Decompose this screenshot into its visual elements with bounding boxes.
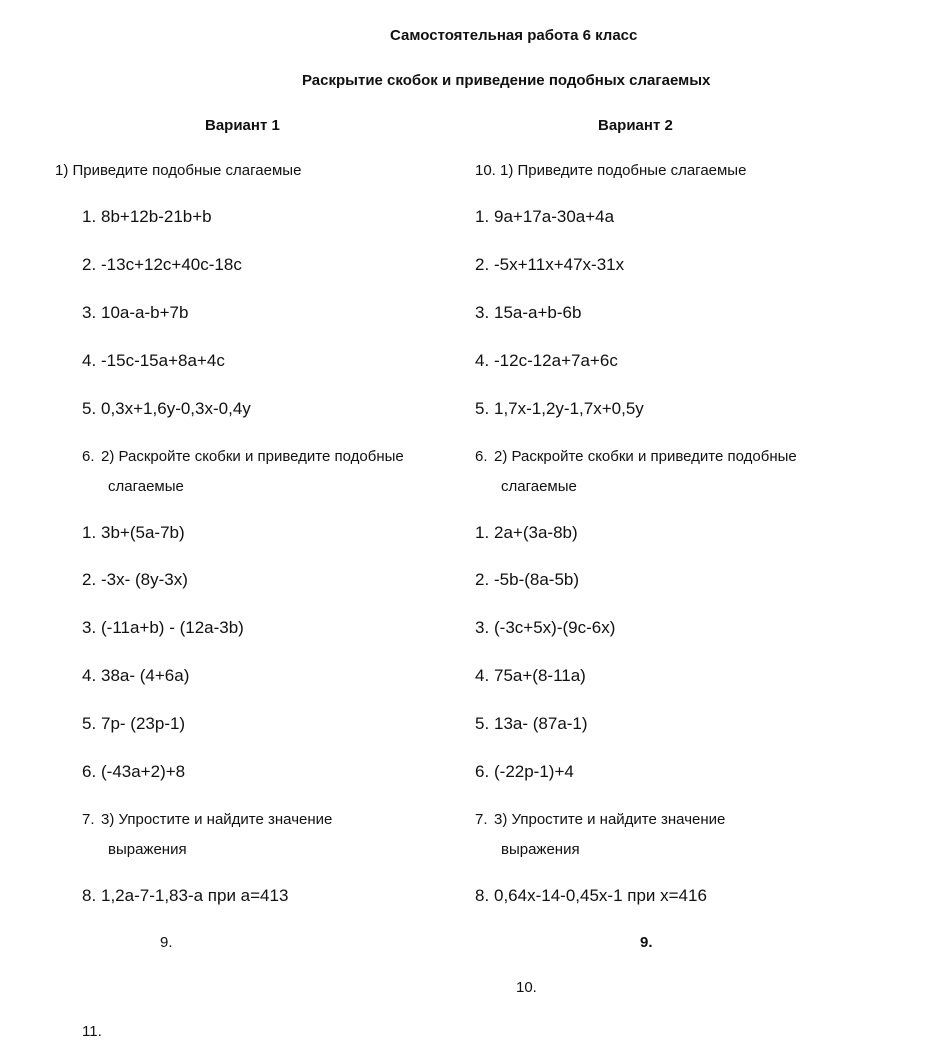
v2-item-number: 4.: [475, 351, 490, 370]
v2-item-expression: (-22p-1)+4: [494, 762, 574, 781]
v2-item-expression: -5b-(8a-5b): [494, 570, 580, 589]
v2-item-expression: 2a+(3a-8b): [494, 523, 578, 542]
v2-trailing-number: 9.: [640, 934, 653, 951]
v2-item-number: 5.: [475, 714, 490, 733]
v2-item-number: 3.: [475, 303, 490, 322]
v1-task1-heading: 1) Приведите подобные слагаемые: [55, 162, 302, 179]
v1-item-number: 2.: [82, 570, 97, 589]
v1-item-expression: 8b+12b-21b+b: [101, 207, 212, 226]
v2-item-expression: -5x+11x+47x-31x: [494, 255, 625, 274]
v1-item-number: 1.: [82, 207, 97, 226]
v1-trailing-number: 9.: [160, 934, 173, 951]
v2-task2-line1: 2) Раскройте скобки и приведите подобные: [494, 448, 797, 465]
v2-item-number: 8.: [475, 886, 490, 905]
v2-task3-number: 7.: [475, 811, 488, 828]
v1-item-number: 2.: [82, 255, 97, 274]
page-title: Самостоятельная работа 6 класс: [390, 27, 638, 44]
v2-item-number: 1.: [475, 523, 490, 542]
v1-item-number: 4.: [82, 666, 97, 685]
v2-item-number: 1.: [475, 207, 490, 226]
v1-item-expression: 3b+(5a-7b): [101, 523, 185, 542]
v1-item-expression: 1,2a-7-1,83-a при a=413: [101, 886, 289, 905]
v1-item-number: 3.: [82, 618, 97, 637]
v2-task2-line2: слагаемые: [501, 478, 577, 495]
v2-item-expression: 13a- (87a-1): [494, 714, 588, 733]
v1-item-expression: (-43a+2)+8: [101, 762, 186, 781]
v1-item-expression: -15c-15a+8a+4c: [101, 351, 225, 370]
v1-item-number: 6.: [82, 762, 97, 781]
v1-task3-line1: 3) Упростите и найдите значение: [101, 811, 333, 828]
v2-task2-number: 6.: [475, 448, 488, 465]
v1-item-expression: 7p- (23p-1): [101, 714, 186, 733]
v2-item-number: 4.: [475, 666, 490, 685]
v2-item-number: 6.: [475, 762, 490, 781]
v2-item-expression: 1,7x-1,2y-1,7x+0,5y: [494, 399, 644, 418]
footer-number-11: 11.: [82, 1023, 102, 1040]
v1-item-number: 4.: [82, 351, 97, 370]
v1-item-expression: 0,3x+1,6y-0,3x-0,4y: [101, 399, 251, 418]
v1-item-expression: -13c+12c+40c-18c: [101, 255, 242, 274]
v2-item-expression: (-3c+5x)-(9c-6x): [494, 618, 616, 637]
v1-task2-line2: слагаемые: [108, 478, 184, 495]
page-subtitle: Раскрытие скобок и приведение подобных слагаемых: [302, 72, 711, 89]
v1-item-number: 3.: [82, 303, 97, 322]
v2-item-expression: 15a-a+b-6b: [494, 303, 582, 322]
v2-task1-heading: 10. 1) Приведите подобные слагаемые: [475, 162, 747, 179]
v1-item-number: 8.: [82, 886, 97, 905]
v2-item-expression: -12c-12a+7a+6c: [494, 351, 618, 370]
v1-item-number: 5.: [82, 714, 97, 733]
v1-item-number: 1.: [82, 523, 97, 542]
v2-item-expression: 0,64x-14-0,45x-1 при x=416: [494, 886, 707, 905]
v2-item-expression: 9a+17a-30a+4a: [494, 207, 615, 226]
v2-task3-line2: выражения: [501, 841, 580, 858]
v1-task3-number: 7.: [82, 811, 95, 828]
v1-task2-number: 6.: [82, 448, 95, 465]
v2-item-number: 2.: [475, 255, 490, 274]
footer-number-10: 10.: [516, 979, 537, 996]
v1-task3-line2: выражения: [108, 841, 187, 858]
v1-item-expression: 10a-a-b+7b: [101, 303, 189, 322]
variant2-heading: Вариант 2: [598, 117, 673, 134]
v1-item-expression: (-11a+b) - (12a-3b): [101, 618, 244, 637]
v2-item-number: 2.: [475, 570, 490, 589]
variant1-heading: Вариант 1: [205, 117, 280, 134]
v1-item-expression: -3x- (8y-3x): [101, 570, 188, 589]
v1-item-number: 5.: [82, 399, 97, 418]
v2-item-expression: 75a+(8-11a): [494, 666, 586, 685]
v2-task3-line1: 3) Упростите и найдите значение: [494, 811, 726, 828]
v2-item-number: 3.: [475, 618, 490, 637]
v1-task2-line1: 2) Раскройте скобки и приведите подобные: [101, 448, 404, 465]
v2-item-number: 5.: [475, 399, 490, 418]
v1-item-expression: 38a- (4+6a): [101, 666, 190, 685]
